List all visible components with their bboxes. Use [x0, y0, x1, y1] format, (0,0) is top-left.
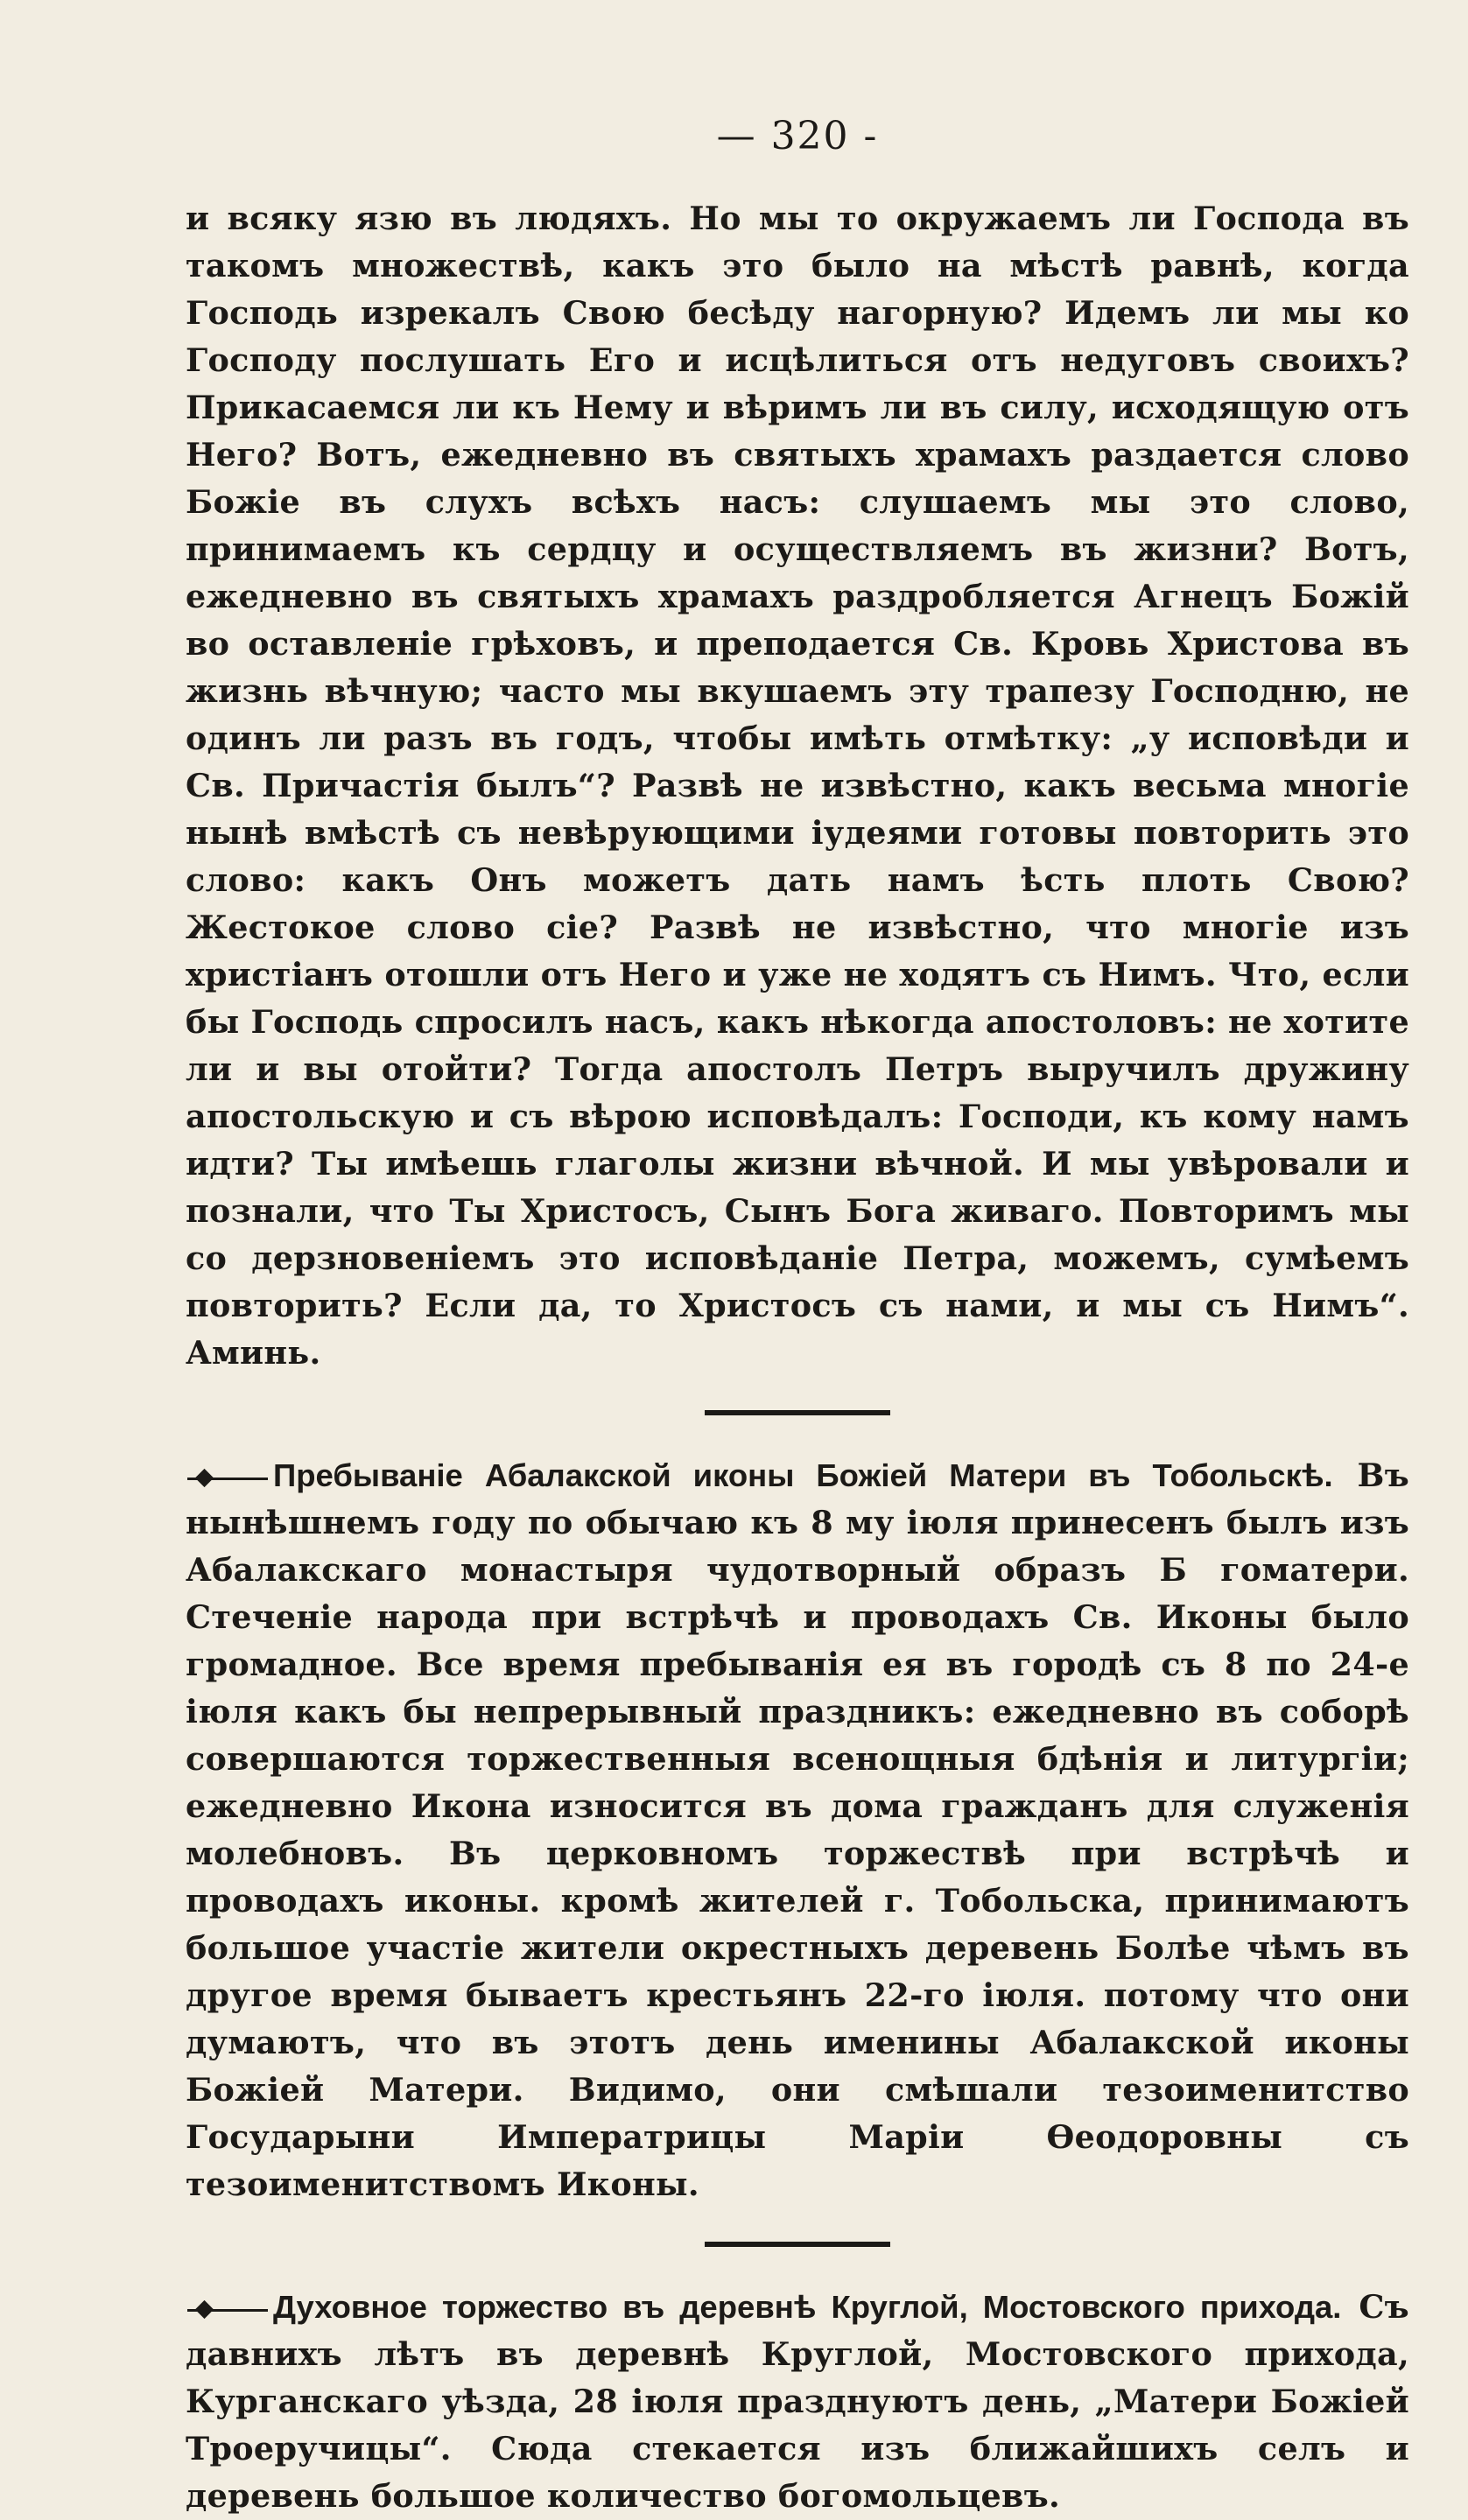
news-item-kruglaya-village: [186, 2284, 1409, 2520]
fleuron-arrow-icon: [186, 2301, 270, 2319]
news-body-kruglaya-village: Съ давнихъ лѣтъ въ деревнѣ Круглой, Мостовского прихода, Курганскаго уѣзда, 28 іюля празднуютъ день, „Матери Божіей Троеручицы“. Сюда стекается изъ ближайшихъ селъ и деревень большое количество богомольцевъ.: [186, 2288, 1409, 2515]
document-page: [186, 114, 1409, 2520]
page-number: — 320 -: [716, 114, 879, 158]
news-body-abalak-icon: Въ нынѣшнемъ году по обычаю къ 8 му іюля принесенъ былъ изъ Абалакскаго монастыря чудотворный образъ Б гоматери. Стеченіе народа при встрѣчѣ и проводахъ Св. Иконы было громадное. Все время пребыванія ея въ городѣ съ 8 по 24-е іюля какъ бы непрерывный праздникъ: ежедневно въ соборѣ совершаются торжественныя всенощныя бдѣнія и литургіи; ежедневно Икона износится въ дома гражданъ для служенія молебновъ. Въ церковномъ торжествѣ при встрѣчѣ и проводахъ иконы. кромѣ жителей г. Тобольска, принимаютъ большое участіе жители окрестныхъ деревень Болѣе чѣмъ въ другое время бываетъ крестьянъ 22-го іюля. потому что они думаютъ, что въ этотъ день именины Абалакской иконы Божіей Матери. Видимо, они смѣшали тезоименитство Государыни Императрицы Маріи Ѳеодоровны съ тезоименитствомъ Иконы.: [186, 1457, 1409, 2203]
section-divider: [705, 2242, 890, 2247]
section-divider: [705, 1410, 890, 1415]
fleuron-arrow-icon: [186, 1470, 270, 1487]
news-heading-kruglaya-village: Духовное торжество въ деревнѣ Круглой, Мостовского прихода.: [273, 2289, 1342, 2325]
news-item-abalak-icon: [186, 1452, 1409, 2208]
sermon-ending-paragraph: и всяку язю въ людяхъ. Но мы то окружаемъ ли Господа въ такомъ множествѣ, какъ это было на мѣстѣ равнѣ, когда Господь изрекалъ Свою бесѣду нагорную? Идемъ ли мы ко Господу послушать Его и исцѣлиться отъ недуговъ своихъ? Прикасаемся ли къ Нему и вѣримъ ли въ силу, исходящую отъ Него? Вотъ, ежедневно въ святыхъ храмахъ раздается слово Божіе въ слухъ всѣхъ насъ: слушаемъ мы это слово, принимаемъ къ сердцу и осуществляемъ въ жизни? Вотъ, ежедневно въ святыхъ храмахъ раздробляется Агнецъ Божій во оставленіе грѣховъ, и преподается Св. Кровь Христова въ жизнь вѣчную; часто мы вкушаемъ эту трапезу Господню, не одинъ ли разъ въ годъ, чтобы имѣть отмѣтку: „у исповѣди и Св. Причастія былъ“? Развѣ не извѣстно, какъ весьма многіе нынѣ вмѣстѣ съ невѣрующими іудеями готовы повторить это слово: какъ Онъ можетъ дать намъ ѣсть плоть Свою? Жестокое слово сіе? Развѣ не извѣстно, что многіе изъ христіанъ отошли отъ Него и уже не ходятъ съ Нимъ. Что, если бы Господь спросилъ насъ, какъ нѣкогда апостоловъ: не хотите ли и вы отойти? Тогда апостолъ Петръ выручилъ дружину апостольскую и съ вѣрою исповѣдалъ: Господи, къ кому намъ идти? Ты имѣешь глаголы жизни вѣчной. И мы увѣровали и познали, что Ты Христосъ, Сынъ Бога живаго. Повторимъ мы со дерзновеніемъ это исповѣданіе Петра, можемъ, сумѣемъ повторить? Если да, то Христосъ съ нами, и мы съ Нимъ“. Аминь.: [186, 200, 1409, 1372]
news-heading-abalak-icon: Пребываніе Абалакской иконы Божіей Матери въ Тобольскѣ.: [273, 1457, 1333, 1493]
